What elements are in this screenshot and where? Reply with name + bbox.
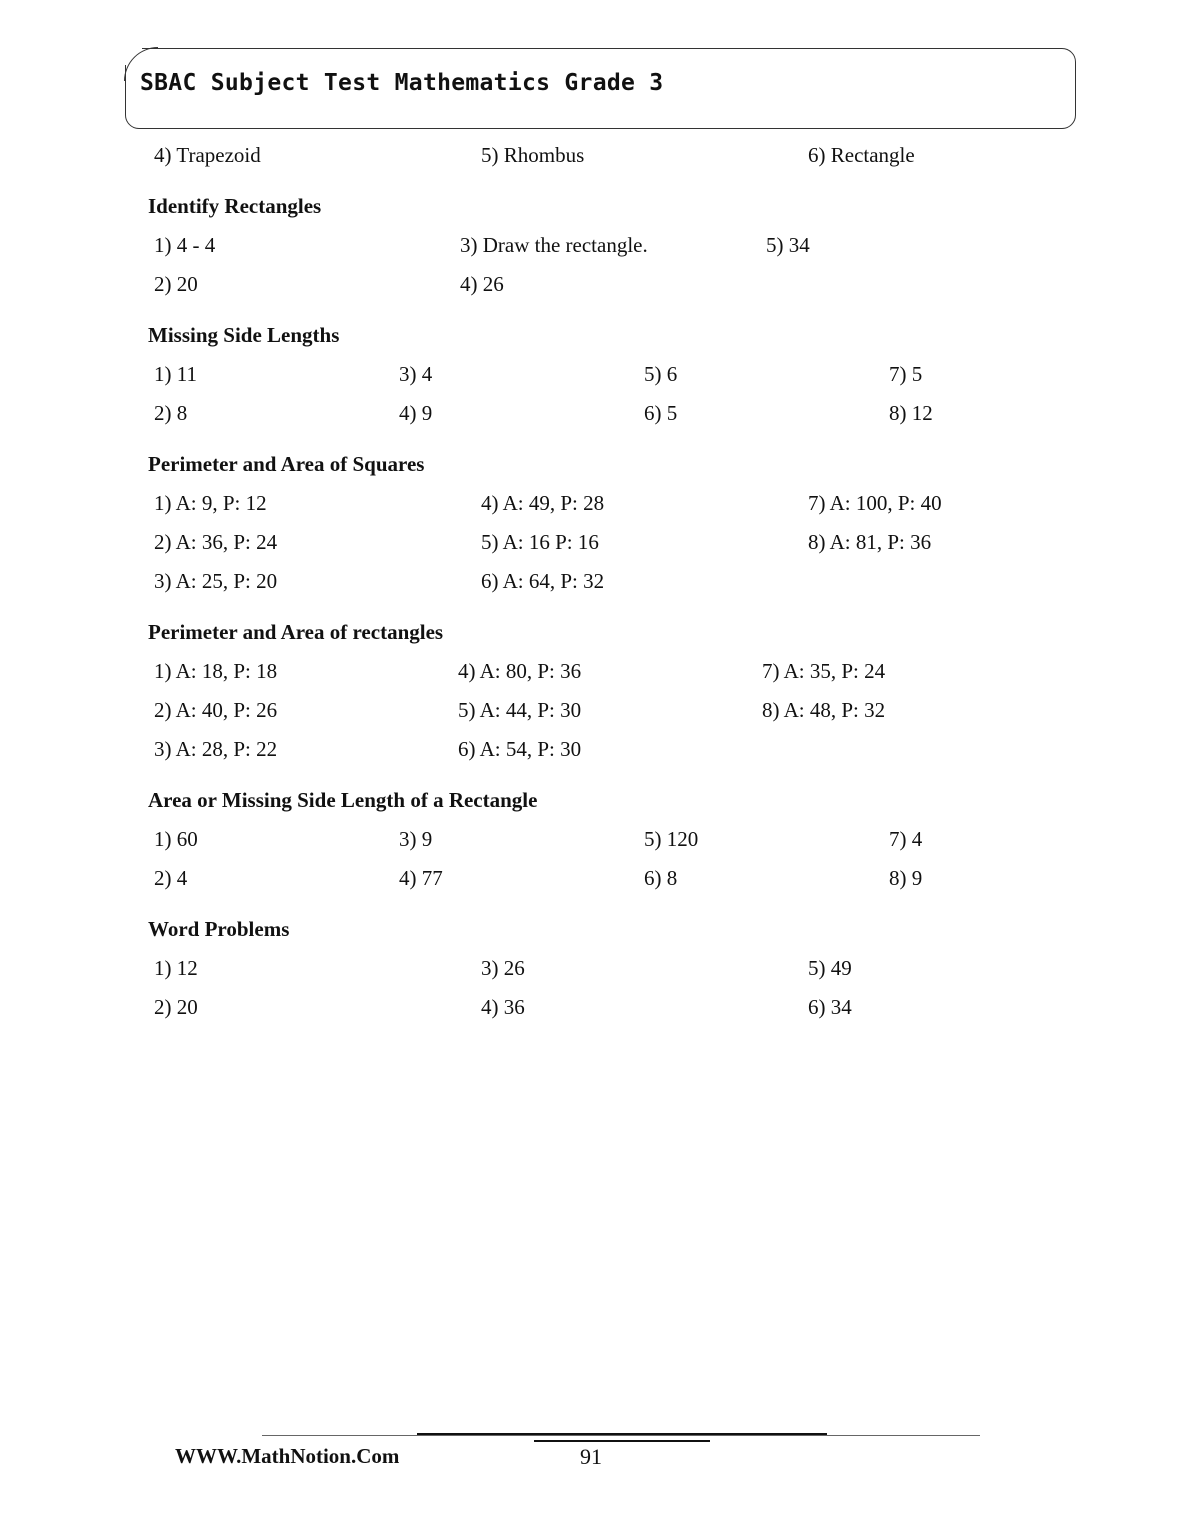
answer-item: 5) 34 — [766, 233, 810, 257]
answer-item: 5) Rhombus — [481, 143, 585, 167]
answer-item: 1) 4 - 4 — [154, 233, 216, 257]
answer-item: 5) 6 — [644, 362, 678, 386]
footer-rule-long — [262, 1435, 980, 1436]
answer-item: 3) Draw the rectangle. — [460, 233, 648, 257]
section-title-perimeter-area-rectangles: Perimeter and Area of rectangles — [148, 620, 444, 644]
section-title-identify-rectangles: Identify Rectangles — [148, 194, 322, 218]
answer-item: 4) 9 — [399, 401, 433, 425]
answer-item: 4) 26 — [460, 272, 504, 296]
answer-item: 1) 11 — [154, 362, 197, 386]
answer-item: 2) A: 36, P: 24 — [154, 530, 278, 554]
answer-item: 6) 5 — [644, 401, 678, 425]
answer-item: 8) A: 81, P: 36 — [808, 530, 932, 554]
answer-item: 7) A: 100, P: 40 — [808, 491, 942, 515]
answer-item: 4) A: 80, P: 36 — [458, 659, 582, 683]
answer-item: 6) 34 — [808, 995, 852, 1019]
answer-item: 7) 4 — [889, 827, 923, 851]
answer-item: 5) 49 — [808, 956, 852, 980]
answer-item: 8) 12 — [889, 401, 933, 425]
answer-item: 3) A: 25, P: 20 — [154, 569, 278, 593]
answer-item: 7) A: 35, P: 24 — [762, 659, 886, 683]
answer-item: 1) 12 — [154, 956, 198, 980]
footer-site: WWW.MathNotion.Com — [175, 1444, 400, 1468]
answer-item: 3) 4 — [399, 362, 433, 386]
answer-item: 4) Trapezoid — [154, 143, 261, 167]
page-number: 91 — [580, 1444, 602, 1469]
section-title-missing-side-lengths: Missing Side Lengths — [148, 323, 340, 347]
answer-item: 3) A: 28, P: 22 — [154, 737, 278, 761]
answer-item: 7) 5 — [889, 362, 923, 386]
answer-item: 2) 8 — [154, 401, 188, 425]
answer-item: 1) 60 — [154, 827, 198, 851]
answer-item: 8) 9 — [889, 866, 923, 890]
section-title-perimeter-area-squares: Perimeter and Area of Squares — [148, 452, 425, 476]
answer-item: 1) A: 18, P: 18 — [154, 659, 278, 683]
answer-item: 2) 4 — [154, 866, 188, 890]
answer-item: 6) Rectangle — [808, 143, 915, 167]
answer-item: 5) A: 44, P: 30 — [458, 698, 582, 722]
answer-item: 3) 9 — [399, 827, 433, 851]
answer-item: 2) 20 — [154, 272, 198, 296]
answer-item: 1) A: 9, P: 12 — [154, 491, 267, 515]
answer-item: 6) A: 54, P: 30 — [458, 737, 582, 761]
answer-item: 4) A: 49, P: 28 — [481, 491, 605, 515]
answer-item: 2) A: 40, P: 26 — [154, 698, 278, 722]
answer-item: 4) 36 — [481, 995, 525, 1019]
answer-item: 6) 8 — [644, 866, 678, 890]
answer-item: 2) 20 — [154, 995, 198, 1019]
answer-item: 3) 26 — [481, 956, 525, 980]
answer-item: 5) A: 16 P: 16 — [481, 530, 599, 554]
page-title: SBAC Subject Test Mathematics Grade 3 — [140, 70, 664, 96]
section-title-word-problems: Word Problems — [148, 917, 290, 941]
footer-rule-short — [534, 1440, 710, 1442]
answer-item: 5) 120 — [644, 827, 699, 851]
answer-item: 6) A: 64, P: 32 — [481, 569, 605, 593]
section-title-area-missing-side: Area or Missing Side Length of a Rectangle — [148, 788, 538, 812]
answer-item: 8) A: 48, P: 32 — [762, 698, 886, 722]
answer-item: 4) 77 — [399, 866, 443, 890]
